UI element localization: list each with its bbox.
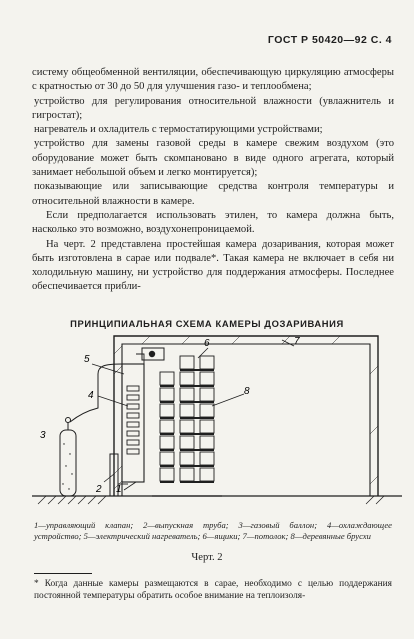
page-header: ГОСТ Р 50420—92 С. 4 bbox=[267, 34, 392, 46]
paragraph: На черт. 2 представлена простейшая камера дозаривания, которая может быть изготовлена в сарае или подвале*. Такая камера не включает в себя ни холодильную машину, ни устройство для поддержания атмосферы. Последнее обеспечивается прибли- bbox=[32, 238, 394, 293]
label-6: 6 bbox=[204, 338, 210, 349]
wooden-bars bbox=[160, 369, 214, 483]
heater-column bbox=[122, 364, 144, 482]
label-4: 4 bbox=[88, 390, 94, 401]
figure-caption: 1—управляющий клапан; 2—выпускная труба; 3—газовый баллон; 4—охлаждающее устройство; 5—электрический нагреватель; 6—ящики; 7—потолок; 8—деревянные брусхи bbox=[34, 520, 392, 541]
label-2: 2 bbox=[96, 484, 102, 495]
floor-hatching bbox=[38, 496, 384, 504]
label-5: 5 bbox=[84, 354, 90, 365]
paragraph: показывающие или записывающие средства контроля температуры и относительной влажности в камере. bbox=[32, 181, 394, 207]
body-text bbox=[32, 66, 394, 295]
label-3: 3 bbox=[40, 430, 46, 441]
figure-label: Черт. 2 bbox=[191, 552, 223, 563]
scheme-title: ПРИНЦИПИАЛЬНАЯ СХЕМА КАМЕРЫ ДОЗАРИВАНИЯ bbox=[70, 318, 344, 329]
paragraph: нагреватель и охладитель с термостатирующими устройствами; bbox=[34, 124, 323, 136]
paragraph: устройство для замены газовой среды в камере свежим воздухом (это оборудование может быть скомпановано в виде одного агрегата, который занимает небольшой объем и легко монтируется); bbox=[32, 138, 394, 179]
label-1: 1 bbox=[116, 484, 122, 495]
footnote: * Когда данные камеры размещаются в сарае, необходимо с целью поддержания постоянной температуры обратить особое внимание на теплоизоля- bbox=[34, 579, 392, 601]
label-7: 7 bbox=[294, 336, 300, 347]
paragraph: устройство для регулирования относительной влажности (увлажнитель и гигростат); bbox=[32, 95, 394, 121]
chamber-diagram bbox=[32, 334, 402, 514]
paragraph: систему общеобменной вентиляции, обеспечивающую циркуляцию атмосферы с кратностью от 30 до 50 для улучшения газо- и теплообмена; bbox=[32, 67, 394, 93]
label-8: 8 bbox=[244, 386, 250, 397]
paragraph: Если предполагается использовать этилен, то камера должна быть, насколько это возможно, воздухонепроницаемой. bbox=[32, 209, 394, 236]
cooling-coil bbox=[127, 386, 139, 454]
footnote-rule bbox=[34, 573, 92, 574]
